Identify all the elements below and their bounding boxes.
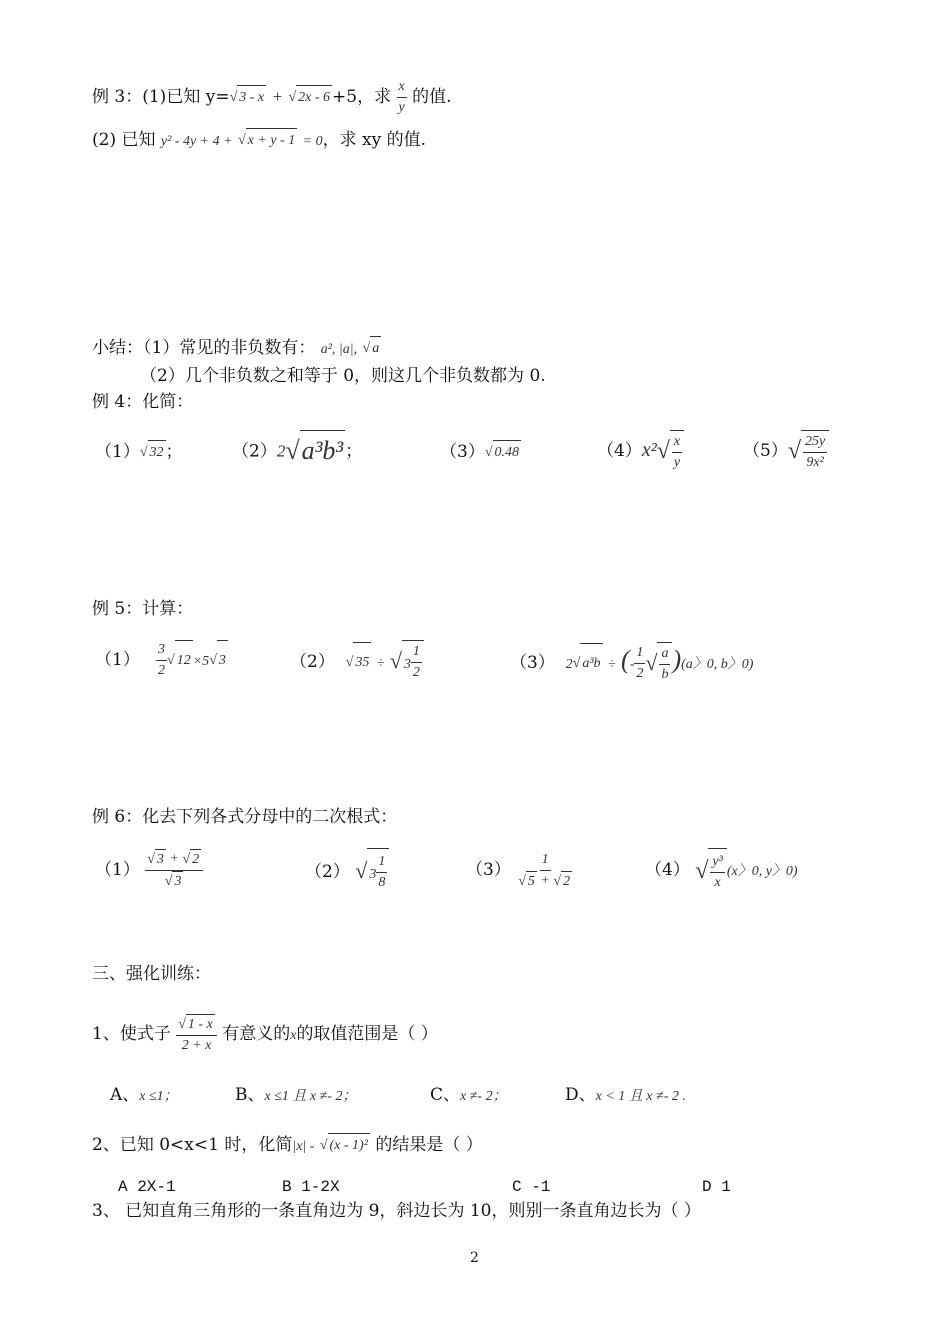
ex5-item-2: （2） √ 35 ÷ √ 3 $\frac{1}{2}$	[290, 640, 424, 685]
ex6-item-2: （2） √ 3 $\frac{1}{8}$	[305, 848, 389, 897]
ex6-item-3: （3） $\frac{1}{√ 5 + √ 2}$	[466, 848, 574, 892]
page-number: 2	[470, 1250, 479, 1266]
q2-option-b[interactable]: B 1-2X	[282, 1178, 340, 1196]
ex5-item-1: （1） $\frac{3}{2}$ √ 12 ×5√ 3	[95, 640, 228, 682]
q3-stem: 3、 已知直角三角形的一条直角边为 9，斜边长为 10，则别一条直角边长为（ ）	[92, 1201, 701, 1221]
ex3-fraction: $\frac{x}{y}$	[398, 79, 405, 115]
ex6-label: 例 6：化去下列各式分母中的二次根式：	[92, 807, 398, 827]
ex6-item-1: （1） $\frac{√ 3 + √ 2}{√ 3}$	[95, 848, 203, 892]
q1-option-b[interactable]: B、x ≤1 且 x ≠- 2；	[235, 1085, 357, 1105]
ex4-item-2: （2）2√a³b³ ；	[232, 430, 362, 472]
ex3-radical-2: √ 2x - 6	[288, 85, 332, 110]
q1-fraction: $\frac{√ 1 - x}{2 + x}$	[176, 1014, 217, 1056]
ex6-item-4: （4） √ $\frac{\text{y³}}{x}$ (x〉0, y〉0)	[645, 848, 798, 894]
q2-option-a[interactable]: A 2X-1	[118, 1178, 176, 1196]
ex4-item-4: （4）x²√ $\frac{x}{y}$	[597, 430, 684, 473]
ex5-item-3: （3） 2√ a³b ÷ (- $\frac{1}{2}$ √ $\frac{a}{b}$ )(a〉0, b〉0)	[510, 640, 753, 685]
ex4-item-1: （1）√ 32 ；	[95, 440, 183, 465]
summary-line-1: 小结：（1）常见的非负数有： a², |a|, √ a	[92, 336, 381, 362]
q1-option-d[interactable]: D、x < 1 且 x ≠- 2 .	[565, 1085, 686, 1105]
q2-option-c[interactable]: C -1	[512, 1178, 551, 1196]
ex3-p1-pre: (1)已知 y=	[142, 87, 230, 107]
ex3-part1: 例 3：(1)已知 y=√ 3 - x + √ 2x - 6 +5，求 $\frac{x}{y}$ 的值.	[92, 77, 452, 118]
ex3-part2: (2) 已知 y² - 4y + 4 + √ x + y - 1 = 0，求 xy 的值.	[92, 128, 426, 154]
ex4-label: 例 4：化简：	[92, 392, 194, 412]
ex5-label: 例 5：计算：	[92, 599, 194, 619]
q1-stem: 1、使式子 $\frac{√ 1 - x}{2 + x}$ 有意义的x的取值范围是（ ）	[92, 1012, 438, 1058]
q2-stem: 2、已知 0<x<1 时，化简|x| - √ (x - 1)² 的结果是（ ）	[92, 1133, 483, 1159]
q1-option-c[interactable]: C、x ≠- 2；	[430, 1085, 507, 1105]
summary-radical: √ a	[363, 336, 382, 361]
ex3-label: 例 3：	[92, 87, 143, 107]
ex4-item-3: （3）√ 0.48	[440, 440, 521, 465]
section-title: 三、强化训练：	[92, 964, 211, 984]
q1-option-a[interactable]: A、x ≤1；	[110, 1085, 178, 1105]
summary-line-2: （2）几个非负数之和等于 0，则这几个非负数都为 0.	[140, 366, 546, 386]
ex3-radical-3: √ x + y - 1	[238, 128, 297, 153]
q2-option-d[interactable]: D 1	[702, 1178, 731, 1196]
ex3-radical-1: √ 3 - x	[230, 85, 267, 110]
ex4-item-5: （5）√ $\frac{25y}{\text{9x²}}$	[743, 430, 829, 473]
